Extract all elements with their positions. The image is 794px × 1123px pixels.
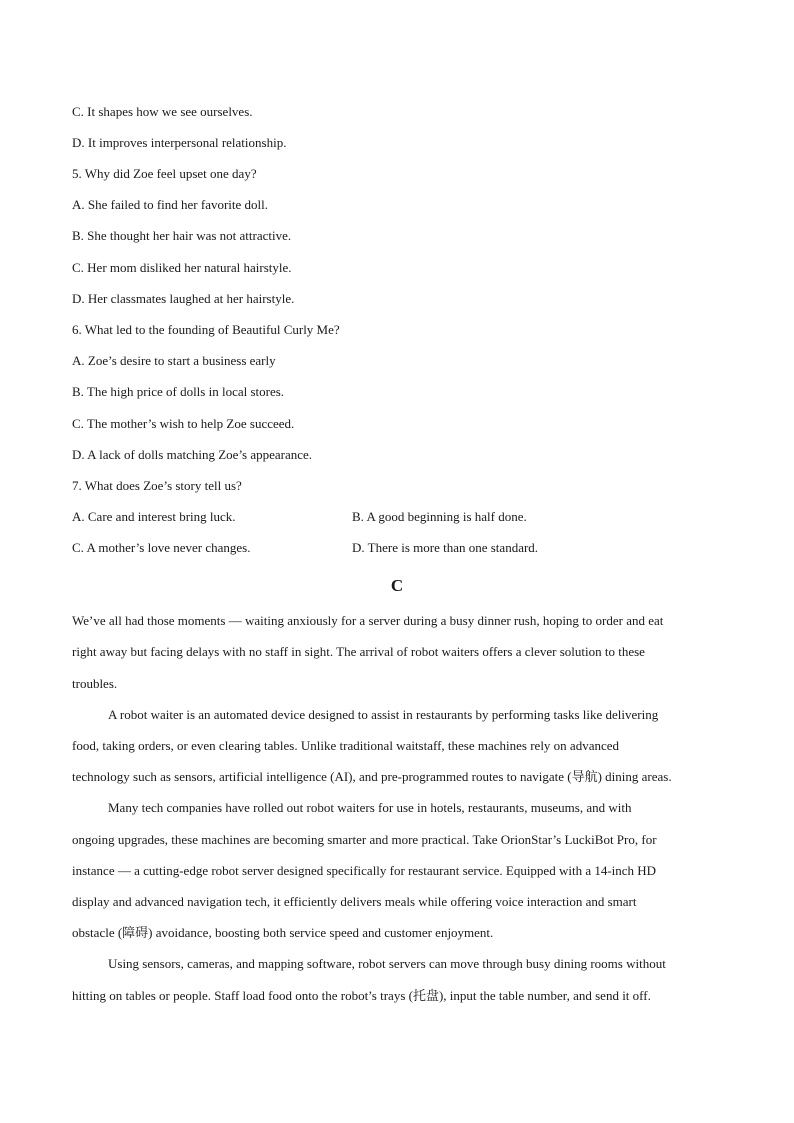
section-heading: C <box>390 576 404 595</box>
q6-option-a: A. Zoe’s desire to start a business early <box>72 353 276 368</box>
paragraph-line: ongoing upgrades, these machines are becoming smarter and more practical. Take OrionStar’s LuckiBot Pro, for <box>72 832 657 847</box>
q7-option-d: D. There is more than one standard. <box>352 540 539 555</box>
q7-stem: 7. What does Zoe’s story tell us? <box>72 478 242 493</box>
paragraph-line: Using sensors, cameras, and mapping software, robot servers can move through busy dining rooms without <box>108 956 666 971</box>
q6-option-c: C. The mother’s wish to help Zoe succeed. <box>72 416 295 431</box>
q5-option-c: C. Her mom disliked her natural hairstyle. <box>72 260 292 275</box>
paragraph-line: food, taking orders, or even clearing tables. Unlike traditional waitstaff, these machines rely on advanced <box>72 738 620 753</box>
paragraph-line: A robot waiter is an automated device designed to assist in restaurants by performing tasks like delivering <box>108 707 659 722</box>
q5-option-d: D. Her classmates laughed at her hairstyle. <box>72 291 295 306</box>
q7-option-c: C. A mother’s love never changes. <box>72 540 251 555</box>
q5-stem: 5. Why did Zoe feel upset one day? <box>72 166 257 181</box>
q7-option-a: A. Care and interest bring luck. <box>72 509 236 524</box>
paragraph-line: We’ve all had those moments — waiting anxiously for a server during a busy dinner rush, hoping to order and eat <box>72 613 664 628</box>
q4-option-c: C. It shapes how we see ourselves. <box>72 104 253 119</box>
q4-option-d: D. It improves interpersonal relationship. <box>72 135 287 150</box>
q7-option-b: B. A good beginning is half done. <box>352 509 527 524</box>
q5-option-b: B. She thought her hair was not attractive. <box>72 228 292 243</box>
q6-option-b: B. The high price of dolls in local stores. <box>72 384 285 399</box>
paragraph-line: Many tech companies have rolled out robot waiters for use in hotels, restaurants, museums, and with <box>108 800 632 815</box>
paragraph-line: instance — a cutting-edge robot server designed specifically for restaurant service. Equipped with a 14-inch HD <box>72 863 657 878</box>
paragraph-line: technology such as sensors, artificial intelligence (AI), and pre-programmed routes to navigate (导航) dining areas. <box>72 769 672 784</box>
paragraph-line: hitting on tables or people. Staff load food onto the robot’s trays (托盘), input the table number, and send it off. <box>72 988 651 1003</box>
paragraph-line: display and advanced navigation tech, it efficiently delivers meals while offering voice interaction and smart <box>72 894 637 909</box>
paragraph-line: troubles. <box>72 676 118 691</box>
q5-option-a: A. She failed to find her favorite doll. <box>72 197 269 212</box>
q6-stem: 6. What led to the founding of Beautiful Curly Me? <box>72 322 340 337</box>
q6-option-d: D. A lack of dolls matching Zoe’s appearance. <box>72 447 313 462</box>
paragraph-line: right away but facing delays with no staff in sight. The arrival of robot waiters offers a clever solution to these <box>72 644 645 659</box>
paragraph-line: obstacle (障碍) avoidance, boosting both service speed and customer enjoyment. <box>72 925 494 940</box>
